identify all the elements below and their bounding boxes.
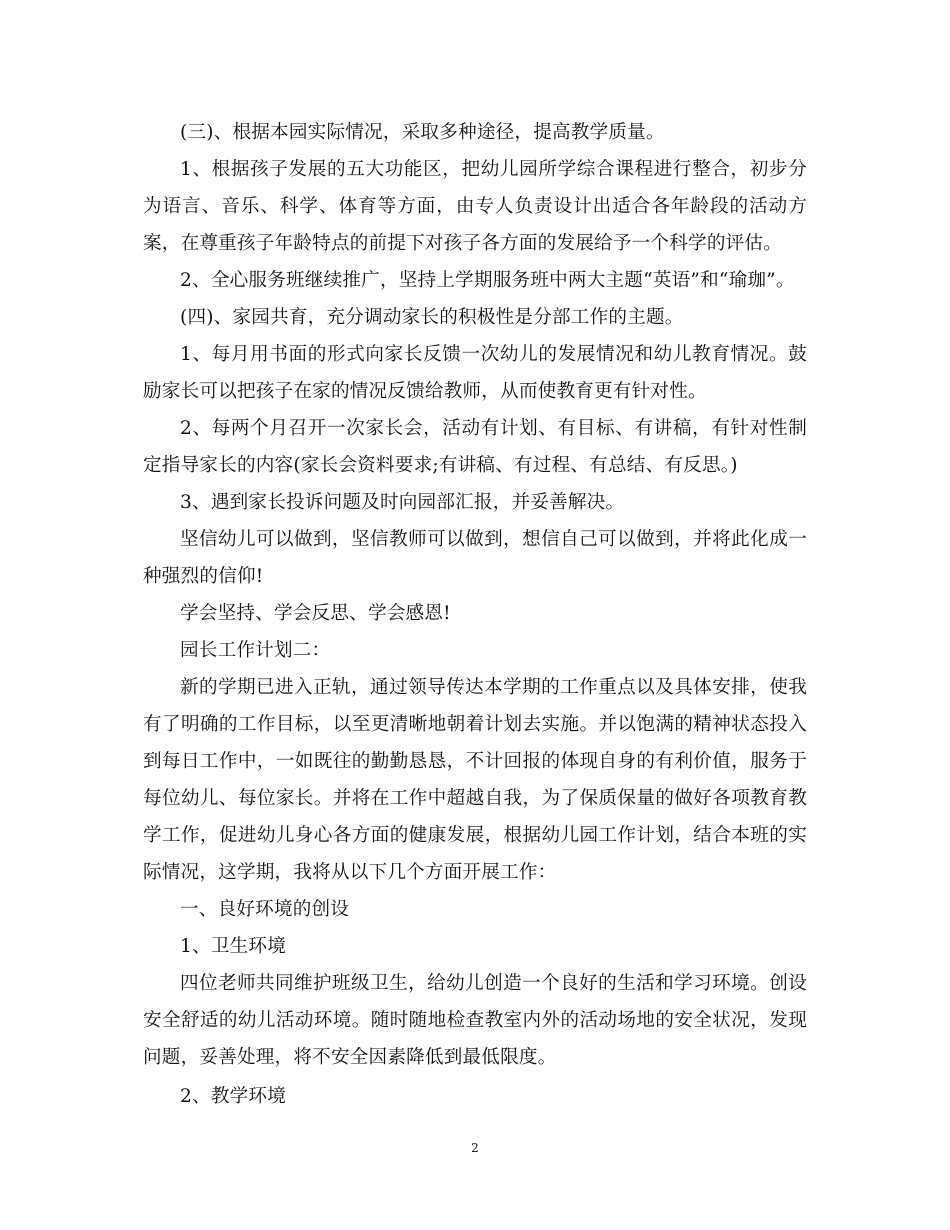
paragraph-curriculum: 1、根据孩子发展的五大功能区，把幼儿园所学综合课程进行整合，初步分为语言、音乐、科学、体育等方面，由专人负责设计出适合各年龄段的活动方案，在尊重孩子年龄特点的前提下对孩子各方面的发展给予一个科学的评估。 — [143, 159, 807, 254]
paragraph-service-class: 2、全心服务班继续推广，坚持上学期服务班中两大主题“英语”和“瑜珈”。 — [180, 270, 795, 291]
paragraph-new-semester: 新的学期已进入正轨，通过领导传达本学期的工作重点以及具体安排，使我有了明确的工作目标，以至更清晰地朝着计划去实施。并以饱满的精神状态投入到每日工作中，一如既往的勤勤恳恳，不计回报的体现自身的有利价值，服务于每位幼儿、每位家长。并将在工作中超越自我，为了保质保量的做好各项教育教学工作，促进幼儿身心各方面的健康发展，根据幼儿园工作计划，结合本班的实际情况，这学期，我将从以下几个方面开展工作： — [143, 677, 807, 883]
paragraph-environment-heading: 一、良好环境的创设 — [180, 899, 350, 920]
paragraph-plan-two-title: 园长工作计划二： — [180, 640, 331, 661]
paragraph-belief: 坚信幼儿可以做到，坚信教师可以做到，想信自己可以做到，并将此化成一种强烈的信仰! — [143, 529, 807, 587]
document-body — [143, 114, 807, 1115]
paragraph-complaints: 3、遇到家长投诉问题及时向园部汇报，并妥善解决。 — [180, 492, 625, 513]
paragraph-parent-meeting: 2、每两个月召开一次家长会，活动有计划、有目标、有讲稿，有针对性制定指导家长的内容(家长会资料要求;有讲稿、有过程、有总结、有反思。) — [143, 418, 807, 476]
paragraph-hygiene-body: 四位老师共同维护班级卫生，给幼儿创造一个良好的生活和学习环境。创设安全舒适的幼儿活动环境。随时随地检查教室内外的活动场地的安全状况，发现问题，妥善处理，将不安全因素降低到最低限度。 — [143, 973, 807, 1068]
page-number: 2 — [471, 1141, 479, 1155]
paragraph-monthly-feedback: 1、每月用书面的形式向家长反馈一次幼儿的发展情况和幼儿教育情况。鼓励家长可以把孩子在家的情况反馈给教师，从而使教育更有针对性。 — [143, 344, 807, 402]
paragraph-teaching-heading: 2、教学环境 — [180, 1086, 286, 1107]
paragraph-section-4-heading: (四)、家园共育，充分调动家长的积极性是分部工作的主题。 — [180, 307, 684, 328]
paragraph-motto: 学会坚持、学会反思、学会感恩! — [180, 603, 451, 624]
paragraph-hygiene-heading: 1、卫生环境 — [180, 936, 286, 957]
paragraph-section-3-heading: (三)、根据本园实际情况，采取多种途径，提高教学质量。 — [180, 122, 665, 143]
